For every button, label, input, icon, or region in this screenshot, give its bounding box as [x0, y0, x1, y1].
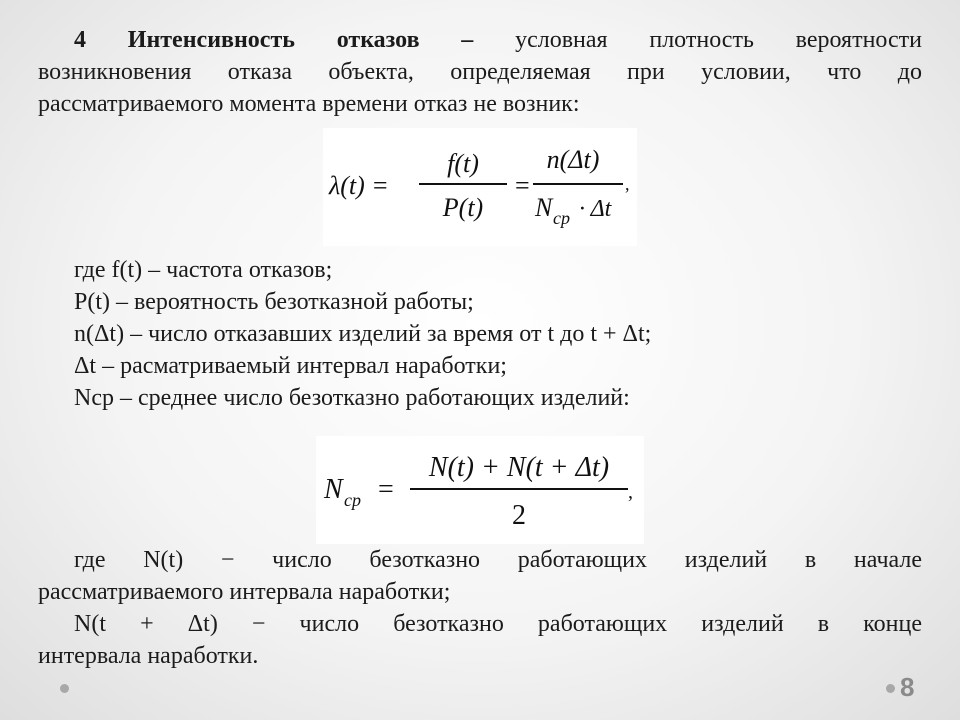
note-ntdt-line-1: N(t + Δt) − число безотказно работающих изделий в конце	[74, 611, 922, 637]
formula2-equals: =	[378, 474, 394, 505]
page-number: 8	[900, 672, 915, 702]
bullet-dot-left	[60, 684, 69, 693]
formula-average-count	[316, 436, 644, 544]
bullet-dot-right	[886, 684, 895, 693]
formula1-comma: ,	[625, 174, 630, 194]
term-title: 4 Интенсивность отказов –	[74, 27, 474, 53]
formula-failure-rate-svg	[323, 128, 637, 246]
note-ntdt-line-2: интервала наработки.	[38, 643, 259, 669]
formula2-denominator: 2	[512, 500, 526, 531]
formula-failure-rate	[323, 128, 637, 246]
definition-ncp: Nср – среднее число безотказно работающих изделий:	[74, 385, 630, 411]
formula2-numerator: N(t) + N(t + Δt)	[428, 452, 610, 483]
note-nt-line-1: где N(t) − число безотказно работающих изделий в начале	[74, 547, 922, 573]
definition-dt: Δt – расматриваемый интервал наработки;	[74, 353, 507, 379]
formula2-lhs-subscript: ср	[344, 490, 361, 510]
definition-pt: P(t) – вероятность безотказной работы;	[74, 289, 474, 315]
formula1-numerator-2: n(Δt)	[546, 145, 600, 174]
term-definition-start: условная плотность вероятности	[515, 27, 923, 53]
formula1-lhs: λ(t) =	[329, 171, 389, 200]
definition-ft: где f(t) – частота отказов;	[74, 257, 333, 283]
formula1-denominator-dt: · Δt	[579, 196, 612, 222]
formula1-equals: =	[515, 171, 530, 200]
formula-average-count-svg	[316, 436, 644, 544]
heading-line-2: возникновения отказа объекта, определяемая при условии, что до	[38, 59, 922, 85]
formula1-denominator-N: N	[535, 193, 553, 222]
formula1-denominator-1: P(t)	[442, 193, 484, 222]
formula1-numerator-1: f(t)	[447, 149, 479, 178]
note-nt-line-2: рассматриваемого интервала наработки;	[38, 579, 451, 605]
heading-line-3: рассматриваемого момента времени отказ не возник:	[38, 91, 580, 117]
definition-ndt: n(Δt) – число отказавших изделий за время от t до t + Δt;	[74, 321, 652, 347]
formula2-comma: ,	[628, 481, 633, 503]
formula2-lhs-N: N	[324, 474, 343, 505]
formula1-denominator-subscript: ср	[553, 208, 570, 228]
heading-line-1	[38, 24, 922, 56]
